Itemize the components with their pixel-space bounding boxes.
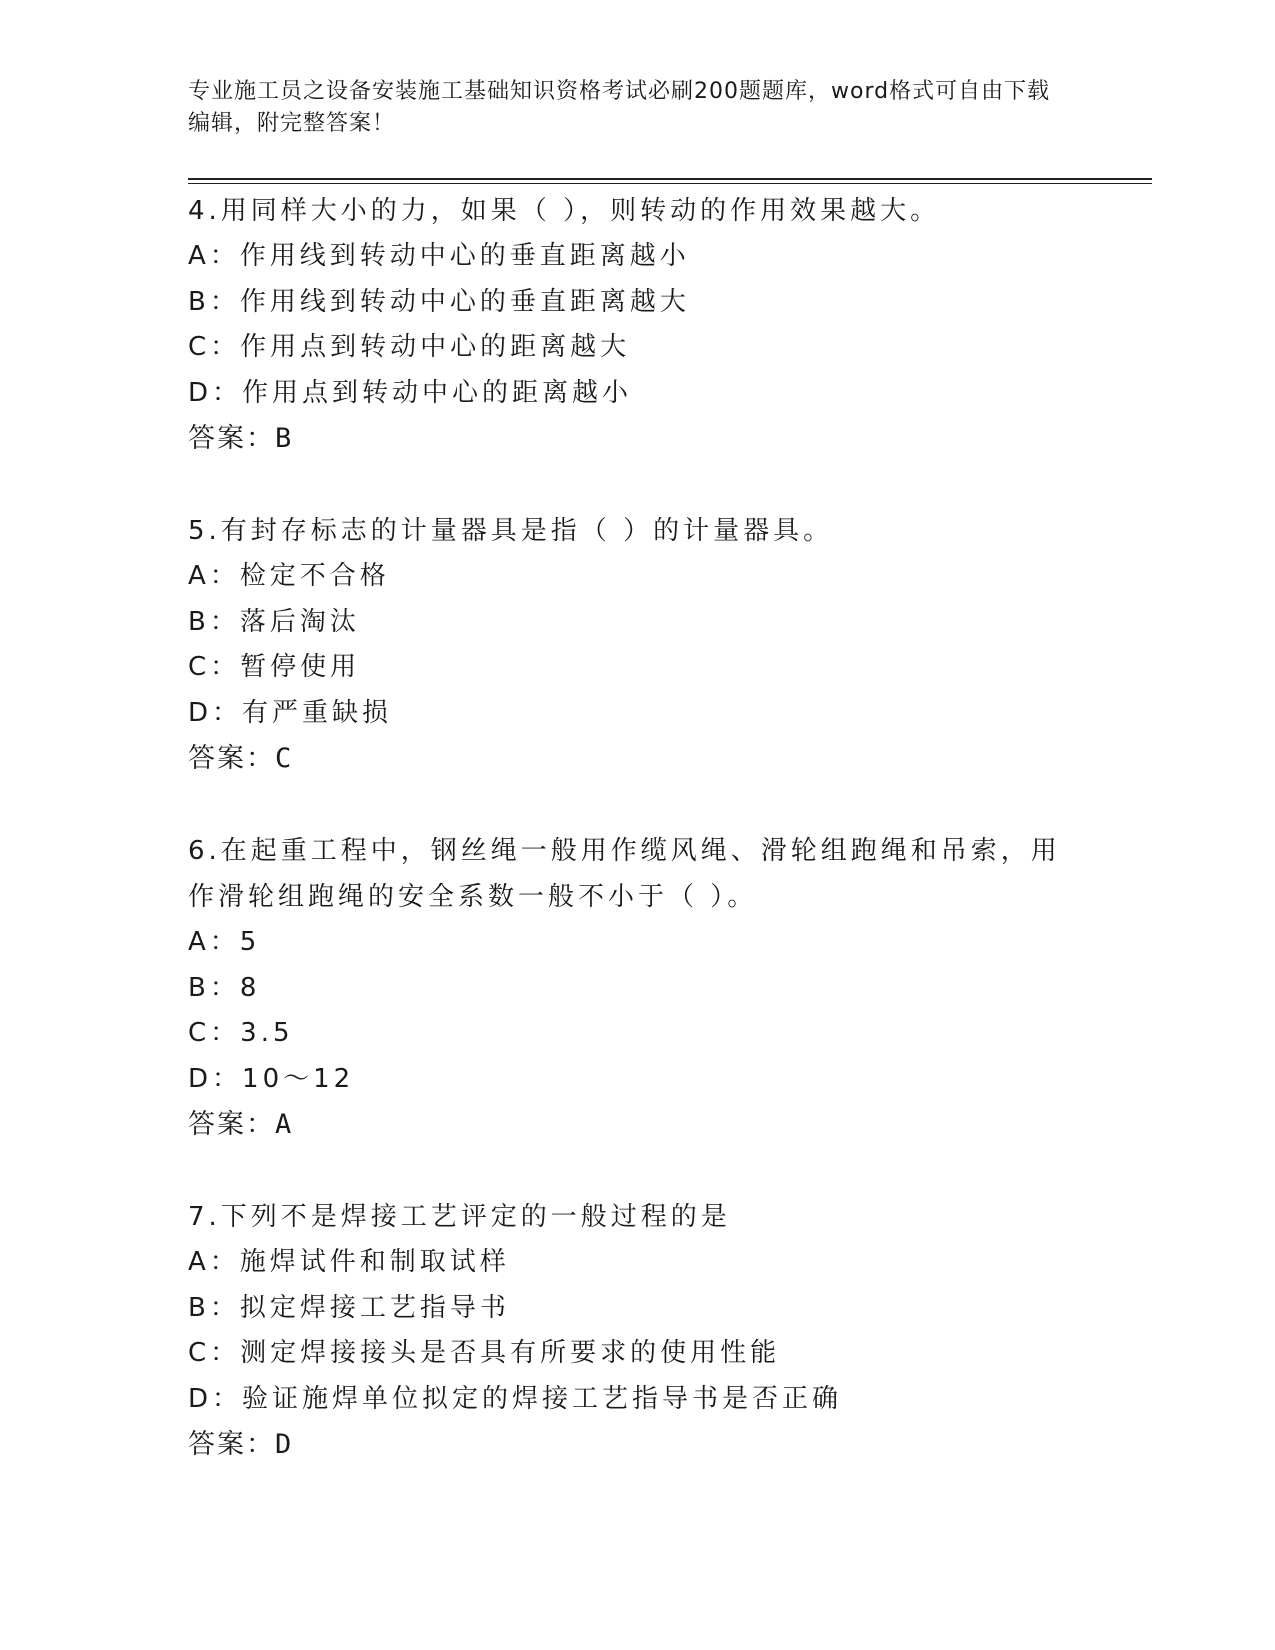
header-rule-thick (188, 178, 1152, 180)
option-d: D：验证施焊单位拟定的焊接工艺指导书是否正确 (188, 1383, 843, 1414)
document-header (188, 76, 1068, 140)
option-c: C：暂停使用 (188, 652, 361, 682)
question-5 (188, 508, 1088, 782)
answer-value: C (275, 743, 294, 774)
question-6 (188, 828, 1088, 1148)
option-a: A：施焊试件和制取试样 (188, 1247, 510, 1277)
answer-label: 答案： (188, 1429, 275, 1460)
option-a: A：5 (188, 927, 261, 957)
option-d: D：有严重缺损 (188, 697, 393, 728)
answer-line (188, 1102, 1088, 1148)
answer-label: 答案： (188, 1109, 275, 1140)
answer-value: D (275, 1429, 294, 1460)
option-b: B：落后淘汰 (188, 606, 360, 637)
option-c: C：作用点到转动中心的距离越大 (188, 332, 631, 362)
question-text: 7.下列不是焊接工艺评定的一般过程的是 (188, 1202, 731, 1232)
header-title: 专业施工员之设备安装施工基础知识资格考试必刷200题题库，word格式可自由下载编辑，附完整答案！ (188, 79, 1051, 136)
option-a: A：检定不合格 (188, 561, 390, 591)
answer-line (188, 416, 1088, 462)
answer-label: 答案： (188, 423, 275, 454)
option-b: B：8 (188, 972, 261, 1003)
header-rule-thin (188, 183, 1152, 184)
answer-line (188, 1422, 1088, 1468)
question-text: 5.有封存标志的计量器具是指（ ）的计量器具。 (188, 516, 834, 546)
answer-value: B (275, 423, 294, 454)
question-text: 4.用同样大小的力，如果（ ），则转动的作用效果越大。 (188, 196, 941, 226)
question-4 (188, 188, 1088, 462)
question-text: 6.在起重工程中，钢丝绳一般用作缆风绳、滑轮组跑绳和吊索，用作滑轮组跑绳的安全系数一般不小于（ ）。 (188, 836, 1061, 912)
option-d: D：作用点到转动中心的距离越小 (188, 377, 633, 408)
answer-line (188, 736, 1088, 782)
option-b: B：作用线到转动中心的垂直距离越大 (188, 286, 690, 317)
option-c: C：测定焊接接头是否具有所要求的使用性能 (188, 1338, 781, 1368)
option-c: C：3.5 (188, 1018, 294, 1048)
question-7 (188, 1194, 1088, 1468)
answer-label: 答案： (188, 743, 275, 774)
option-a: A：作用线到转动中心的垂直距离越小 (188, 241, 690, 271)
answer-value: A (275, 1109, 294, 1140)
option-b: B：拟定焊接工艺指导书 (188, 1292, 510, 1323)
option-d: D：10～12 (188, 1063, 355, 1094)
question-list (188, 188, 1088, 1514)
